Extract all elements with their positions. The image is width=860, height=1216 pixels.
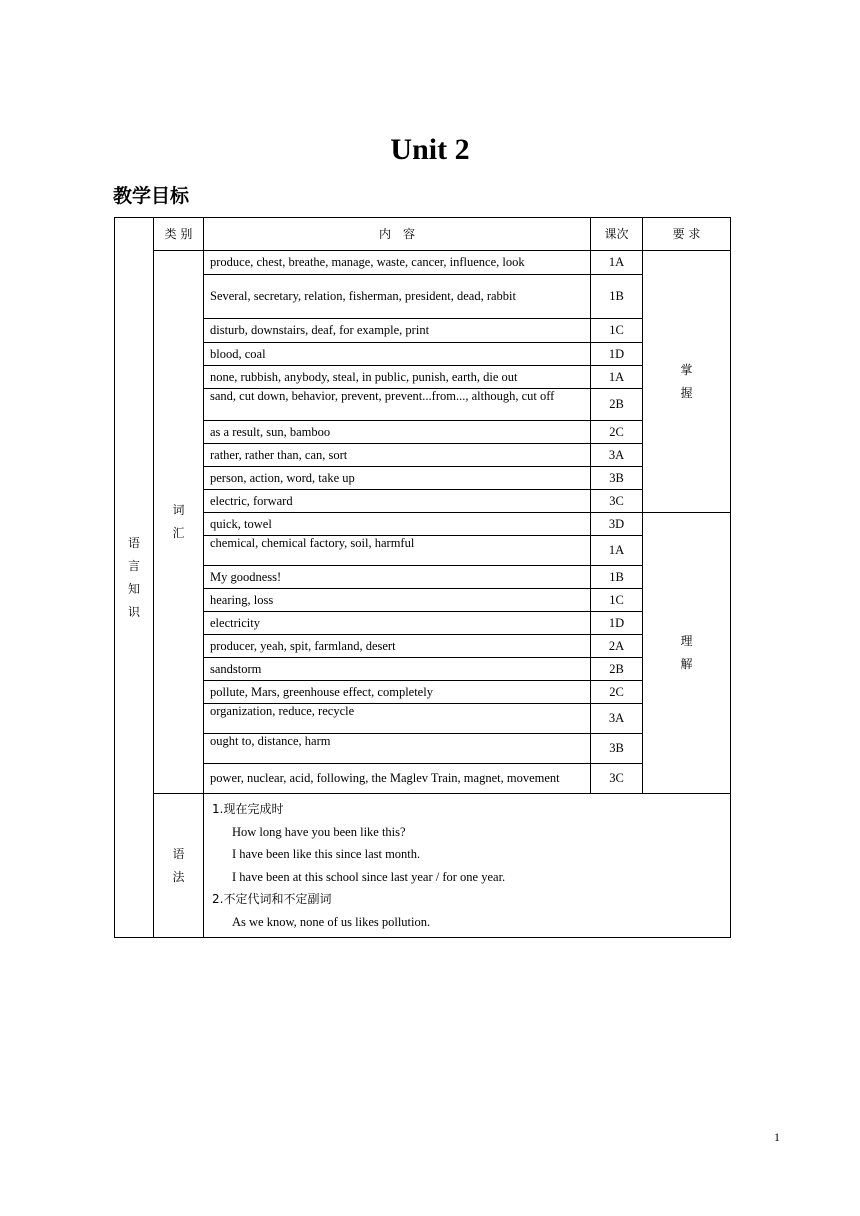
header-requirement: 要 求 xyxy=(643,218,731,251)
grammar-line: 2.不定代词和不定副词 xyxy=(212,892,332,906)
vertical-char: 法 xyxy=(172,869,185,884)
vocab-row xyxy=(115,764,731,794)
lesson-code: 1C xyxy=(591,589,643,612)
lesson-code: 1B xyxy=(591,566,643,589)
lesson-code: 3D xyxy=(591,513,643,536)
lesson-code: 1D xyxy=(591,343,643,366)
vocab-content: chemical, chemical factory, soil, harmful xyxy=(204,536,591,566)
vocab-row xyxy=(115,566,731,589)
vocab-content: power, nuclear, acid, following, the Maglev Train, magnet, movement xyxy=(204,764,591,794)
vocab-row xyxy=(115,513,731,536)
header-content: 内 容 xyxy=(204,218,591,251)
vertical-char: 汇 xyxy=(172,526,185,540)
lesson-code: 1C xyxy=(591,319,643,343)
grammar-line: How long have you been like this? xyxy=(232,824,406,839)
vocab-row xyxy=(115,536,731,566)
vocab-row xyxy=(115,251,731,275)
vertical-char: 掌 xyxy=(680,362,693,377)
vertical-char: 语 xyxy=(172,846,185,861)
lesson-code: 3A xyxy=(591,444,643,467)
grammar-line: As we know, none of us likes pollution. xyxy=(232,914,431,929)
vertical-char: 识 xyxy=(127,604,140,619)
requirement-understand xyxy=(643,513,731,794)
lesson-code: 3C xyxy=(591,490,643,513)
vocab-content: My goodness! xyxy=(204,566,591,589)
vocab-row xyxy=(115,444,731,467)
vocab-row xyxy=(115,658,731,681)
lesson-code: 3B xyxy=(591,467,643,490)
vocab-row xyxy=(115,589,731,612)
vocab-row xyxy=(115,421,731,444)
vocab-content: electric, forward xyxy=(204,490,591,513)
header-category: 类 别 xyxy=(154,218,204,251)
vocab-row xyxy=(115,467,731,490)
vertical-char: 知 xyxy=(127,581,140,596)
vocab-row xyxy=(115,366,731,389)
vocab-row xyxy=(115,490,731,513)
lesson-code: 2A xyxy=(591,635,643,658)
vocab-content: pollute, Mars, greenhouse effect, completely xyxy=(204,681,591,704)
vocab-content: rather, rather than, can, sort xyxy=(204,444,591,467)
page-number: 1 xyxy=(774,1130,780,1144)
grammar-label xyxy=(154,794,204,938)
vocab-content: sandstorm xyxy=(204,658,591,681)
vocab-content: sand, cut down, behavior, prevent, prevent...from..., although, cut off xyxy=(204,389,591,421)
vocab-row xyxy=(115,612,731,635)
vertical-char: 言 xyxy=(127,558,140,573)
vocab-content: none, rubbish, anybody, steal, in public, punish, earth, die out xyxy=(204,366,591,389)
vocab-content: producer, yeah, spit, farmland, desert xyxy=(204,635,591,658)
vertical-char: 理 xyxy=(680,634,693,648)
grammar-content xyxy=(204,794,731,938)
vocab-content: as a result, sun, bamboo xyxy=(204,421,591,444)
lesson-code: 2C xyxy=(591,421,643,444)
lesson-code: 1D xyxy=(591,612,643,635)
vocab-row xyxy=(115,319,731,343)
vocab-content: disturb, downstairs, deaf, for example, print xyxy=(204,319,591,343)
grammar-line: 1.现在完成时 xyxy=(212,802,284,816)
grammar-line: I have been like this since last month. xyxy=(232,847,421,861)
vocab-content: Several, secretary, relation, fisherman, president, dead, rabbit xyxy=(204,275,591,319)
lesson-code: 2C xyxy=(591,681,643,704)
lesson-code: 3A xyxy=(591,704,643,734)
lesson-code: 3C xyxy=(591,764,643,794)
vocab-row xyxy=(115,704,731,734)
objectives-table xyxy=(114,217,731,938)
vertical-char: 握 xyxy=(680,385,693,400)
header-lesson: 课次 xyxy=(591,218,643,251)
vocab-content: blood, coal xyxy=(204,343,591,366)
vertical-char: 语 xyxy=(127,535,140,550)
header-row xyxy=(115,218,731,251)
vocab-content: quick, towel xyxy=(204,513,591,536)
lesson-code: 3B xyxy=(591,734,643,764)
requirement-master xyxy=(643,251,731,513)
lesson-code: 1A xyxy=(591,536,643,566)
vocab-row xyxy=(115,389,731,421)
vertical-char: 解 xyxy=(680,657,693,671)
lesson-code: 2B xyxy=(591,658,643,681)
vocab-row xyxy=(115,635,731,658)
vocab-row xyxy=(115,681,731,704)
lesson-code: 1A xyxy=(591,251,643,275)
lesson-code: 2B xyxy=(591,389,643,421)
grammar-row xyxy=(115,794,731,938)
vocab-row xyxy=(115,275,731,319)
vocab-content: person, action, word, take up xyxy=(204,467,591,490)
grammar-line: I have been at this school since last year / for one year. xyxy=(232,869,506,884)
vertical-char: 词 xyxy=(172,503,185,517)
language-knowledge-label xyxy=(115,218,154,938)
lesson-code: 1B xyxy=(591,275,643,319)
vocab-content: organization, reduce, recycle xyxy=(204,704,591,734)
vocab-content: produce, chest, breathe, manage, waste, cancer, influence, look xyxy=(204,251,591,275)
vocab-content: electricity xyxy=(204,612,591,635)
section-heading: 教学目标 xyxy=(113,185,190,207)
vocab-row xyxy=(115,343,731,366)
vocabulary-label xyxy=(154,251,204,794)
unit-title: Unit 2 xyxy=(390,133,470,166)
vocab-content: ought to, distance, harm xyxy=(204,734,591,764)
vocab-content: hearing, loss xyxy=(204,589,591,612)
lesson-code: 1A xyxy=(591,366,643,389)
vocab-row xyxy=(115,734,731,764)
